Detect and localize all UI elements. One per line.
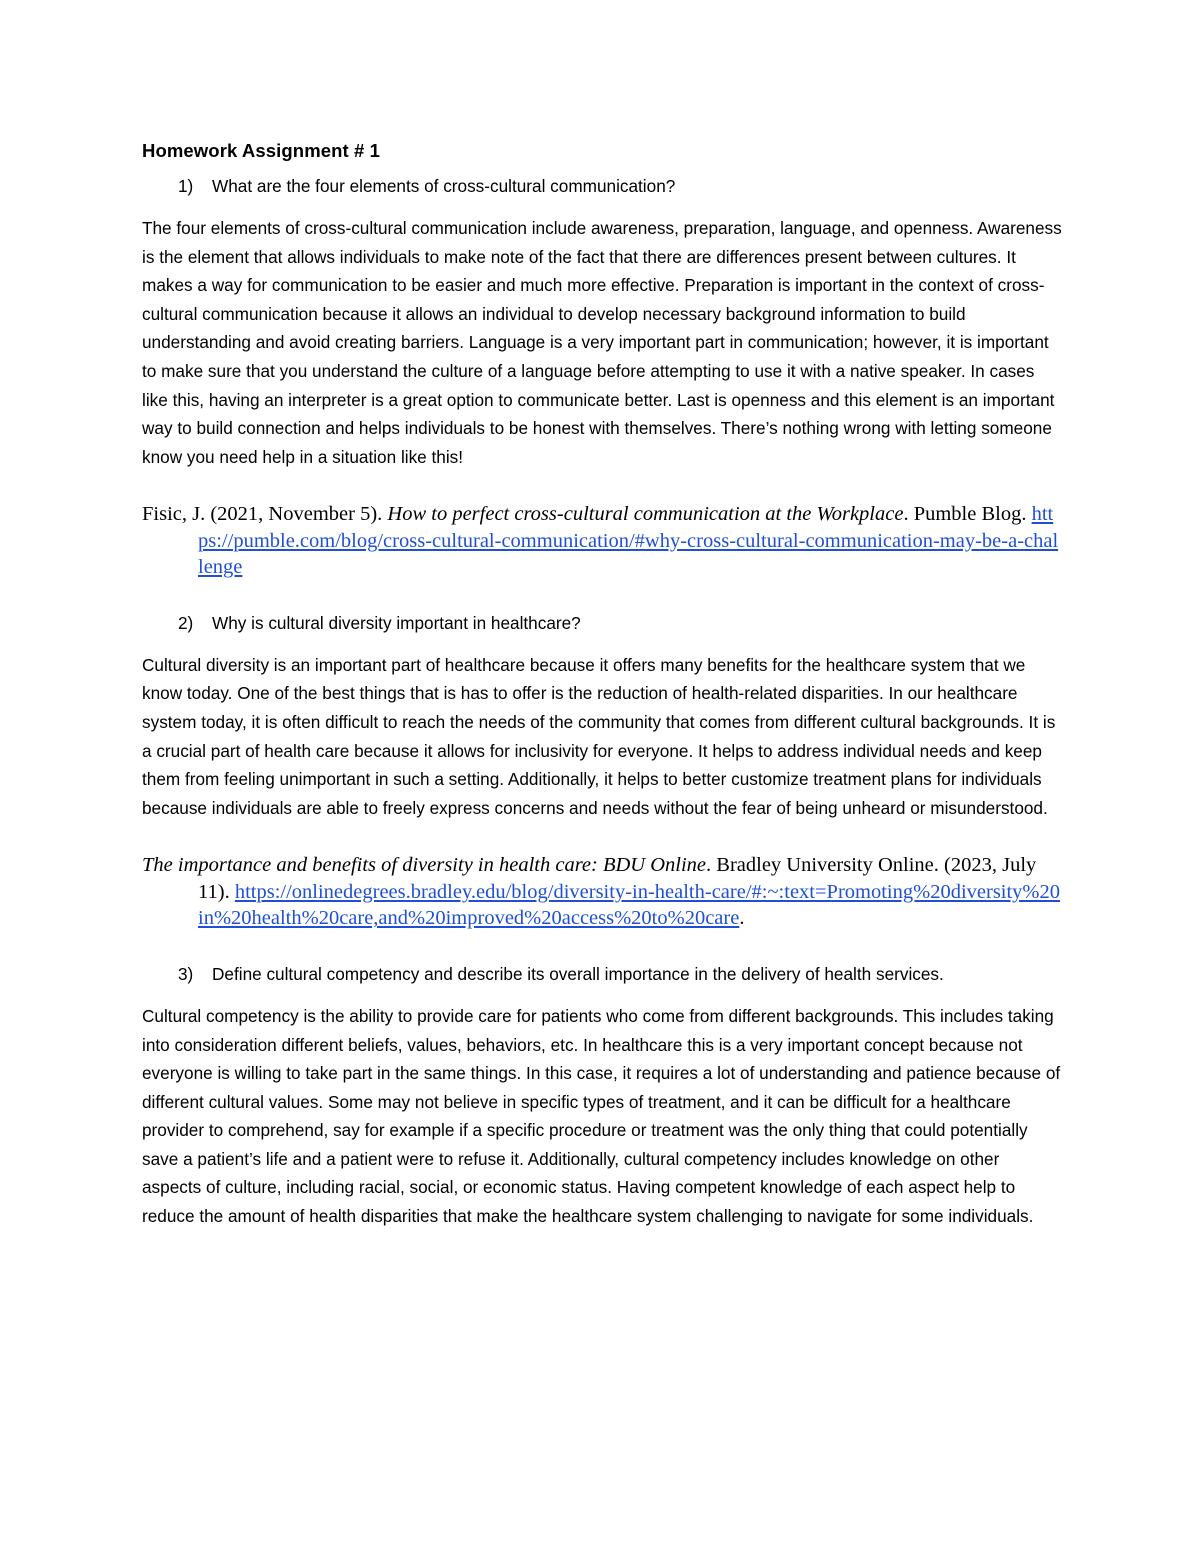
- citation-1-publisher: . Pumble Blog.: [903, 503, 1032, 526]
- citation-2-tail: .: [739, 907, 745, 930]
- citation-1-author-date: Fisic, J. (2021, November 5).: [142, 503, 388, 526]
- citation-1-link[interactable]: https://pumble.com/blog/cross-cultural-communication/#why-cross-cultural-communication-may-be-a-challenge: [198, 503, 1059, 579]
- page-title: Homework Assignment # 1: [142, 140, 381, 161]
- question-2-number: 2): [178, 612, 194, 633]
- question-1-number: 1): [178, 176, 194, 196]
- question-3-number: 3): [178, 963, 194, 984]
- citation-1: [142, 501, 1062, 581]
- answer-2: Cultural diversity is an important part of healthcare because it offers many benefits for the healthcare system that we know today. One of the best things that is has to offer is the reduction of health-related disparities. In our healthcare system today, it is often difficult to reach the needs of the community that comes from different cultural backgrounds. It is a crucial part of health care because it allows for inclusivity for everyone. It helps to address individual needs and keep them from feeling unimportant in such a setting. Additionally, it helps to better customize treatment plans for individuals because individuals are able to freely express concerns and needs without the fear of being unheard or misunderstood.: [142, 654, 1056, 818]
- question-3-text: Define cultural competency and describe its overall importance in the delivery of health services.: [212, 963, 944, 984]
- question-3: [142, 964, 1062, 985]
- question-1: [142, 176, 1062, 197]
- question-2-text: Why is cultural diversity important in healthcare?: [212, 612, 581, 633]
- citation-2-title: The importance and benefits of diversity in health care: BDU Online: [142, 854, 707, 877]
- citation-2-link[interactable]: https://onlinedegrees.bradley.edu/blog/diversity-in-health-care/#:~:text=Promoting%20diversity%20in%20health%20care,and%20improved%20access%20to%20care: [198, 880, 1061, 930]
- answer-1: The four elements of cross-cultural communication include awareness, preparation, language, and openness. Awareness is the element that allows individuals to make note of the fact that there are differences present between cultures. It makes a way for communication to be easier and much more effective. Preparation is important in the context of cross-cultural communication because it allows an individual to develop necessary background information to build understanding and avoid creating barriers. Language is a very important part in communication; however, it is important to make sure that you understand the culture of a language before attempting to use it with a native speaker. In cases like this, having an interpreter is a great option to communicate better. Last is openness and this element is an important way to build connection and helps individuals to be honest with themselves. There’s nothing wrong with letting someone know you need help in a situation like this!: [142, 218, 1062, 467]
- answer-3: Cultural competency is the ability to provide care for patients who come from different backgrounds. This includes taking into consideration different beliefs, values, behaviors, etc. In healthcare this is a very important concept because not everyone is willing to take part in the same things. In this case, it requires a lot of understanding and patience because of different cultural values. Some may not believe in specific types of treatment, and it can be difficult for a healthcare provider to comprehend, say for example if a specific procedure or treatment was the only thing that could potentially save a patient’s life and a patient were to refuse it. Additionally, cultural competency includes knowledge on other aspects of culture, including racial, social, or economic status. Having competent knowledge of each aspect help to reduce the amount of health disparities that make the healthcare system challenging to navigate for some individuals.: [142, 1005, 1061, 1227]
- citation-2-publisher: . Bradley University Online. (2023, July 11).: [198, 854, 1037, 903]
- question-1-text: What are the four elements of cross-cultural communication?: [212, 176, 676, 196]
- citation-2: [142, 852, 1062, 932]
- document-page: [142, 140, 1062, 1261]
- question-2: [142, 613, 1062, 634]
- citation-1-title: How to perfect cross-cultural communication at the Workplace: [387, 503, 904, 526]
